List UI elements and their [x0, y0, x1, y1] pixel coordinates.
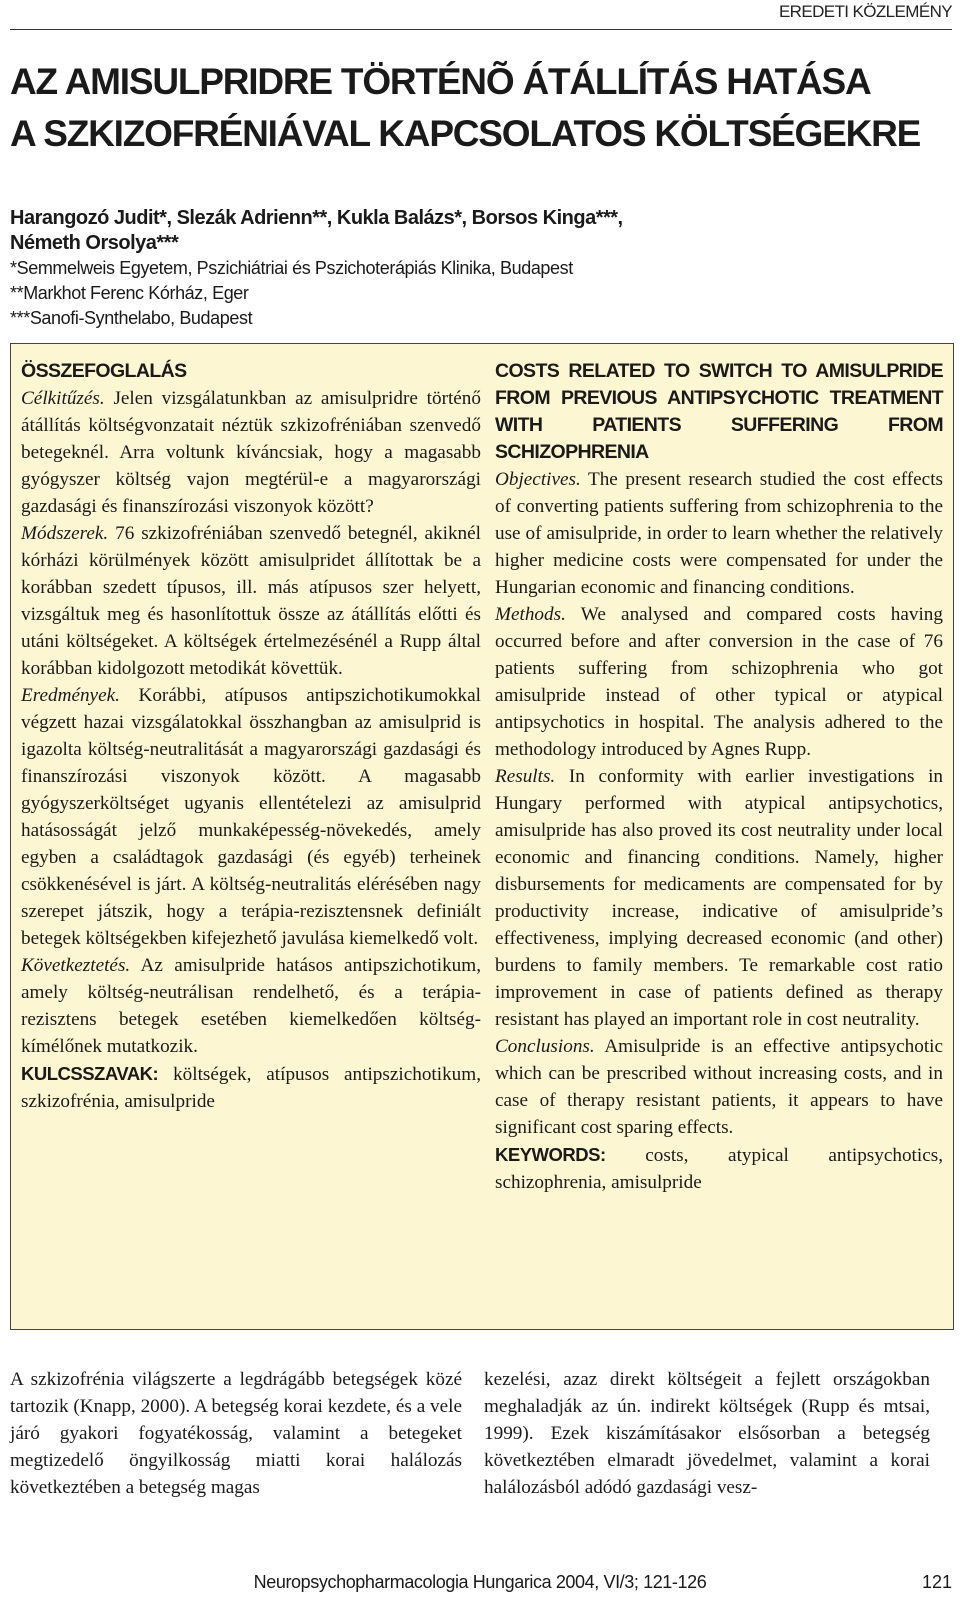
title-line-1: AZ AMISULPRIDRE TÖRTÉNÕ ÁTÁLLÍTÁS HATÁSA: [10, 61, 871, 102]
title-line-2: A SZKIZOFRÉNIÁVAL KAPCSOLATOS KÖLTSÉGEKRE: [10, 113, 921, 154]
keywords-text: costs, atypical antipsychotics, schizophrenia, amisulpride: [495, 1145, 943, 1193]
authors-line-2: Németh Orsolya***: [10, 232, 179, 254]
objectives-label: Célkitűzés.: [21, 388, 105, 409]
conclusions-text: Amisulpride is an effective antipsychotic which can be prescribed without increasing costs, and in case of therapy resistant patients, it appears to have significant cost sparing effects.: [495, 1036, 943, 1138]
abstract-en-methods: [495, 601, 943, 763]
running-head: EREDETI KÖZLEMÉNY: [778, 2, 952, 21]
abstract-hu-heading: ÖSSZEFOGLALÁS: [21, 360, 187, 382]
affiliation-1: *Semmelweis Egyetem, Pszichiátriai és Pszichoterápiás Klinika, Budapest: [10, 258, 573, 278]
abstract-hu-conclusions: [21, 952, 481, 1060]
body-text-right-column: kezelési, azaz direkt költségeit a fejlett országokban meghaladják az ún. indirekt költségek (Rupp és mtsai, 1999). Ezek kiszámításakor elsősorban a betegség következtében elmaradt jövedelmet, valamint a korai halálozásból adódó gazdasági vesz-: [484, 1369, 930, 1498]
abstract-box: [10, 343, 954, 1330]
footer-page-number: 121: [921, 1572, 952, 1592]
header-rule: [10, 29, 952, 30]
affiliation-3: ***Sanofi-Synthelabo, Budapest: [10, 308, 253, 328]
keywords-label: KEYWORDS:: [495, 1144, 606, 1165]
objectives-text: The present research studied the cost effects of converting patients suffering from schizophrenia to the use of amisulpride, in order to learn whether the relatively higher medicine costs were compensated for under the Hungarian economic and financing conditions.: [495, 469, 943, 598]
body-text-left-column: A szkizofrénia világszerte a legdrágább betegségek közé tartozik (Knapp, 2000). A betegség korai kezdete, és a vele járó gyakori fogyatékosság, valamint a betegeket megtizedelő öngyilkosság miatti korai halálozás következtében a betegség magas: [10, 1369, 462, 1498]
abstract-english: [495, 358, 943, 1196]
conclusions-label: Conclusions.: [495, 1036, 595, 1057]
conclusions-text: Az amisulpride hatásos antipszichotikum, amely költség-neutrálisan rendelhető, és a terápia-rezisztens betegek esetében kiemelkedően költség-kímélőnek mutatkozik.: [21, 955, 481, 1057]
abstract-hungarian: [21, 358, 481, 1115]
abstract-hu-objectives: [21, 385, 481, 520]
abstract-hu-methods: [21, 520, 481, 682]
abstract-en-conclusions: [495, 1033, 943, 1141]
methods-label: Methods.: [495, 604, 566, 625]
abstract-en-keywords: [495, 1141, 943, 1196]
results-label: Eredmények.: [21, 685, 120, 706]
objectives-text: Jelen vizsgálatunkban az amisulpridre történő átállítás költségvonzatait néztük szkizofréniában szenvedő betegeknél. Arra voltunk kíváncsiak, hogy a magasabb gyógyszer költség vajon megtérül-e a magyarországi gazdasági és finanszírozási viszonyok között?: [21, 388, 481, 517]
abstract-en-results: [495, 763, 943, 1033]
results-text: In conformity with earlier investigations in Hungary performed with atypical antipsychotics, amisulpride has also proved its cost neutrality under local economic and financing conditions. Namely, higher disbursements for medicaments are compensated for by productivity increase, indicative of amisulpride’s effectiveness, implying decreased economic (and other) burdens to family members. Te remarkable cost ratio improvement in case of patients defined as therapy resistant has played an important role in cost neutrality.: [495, 766, 943, 1030]
results-label: Results.: [495, 766, 556, 787]
article-title: [10, 56, 950, 160]
conclusions-label: Következtetés.: [21, 955, 131, 976]
abstract-en-heading: COSTS RELATED TO SWITCH TO AMISULPRIDE FROM PREVIOUS ANTIPSYCHOTIC TREATMENT WITH PATIENTS SUFFERING FROM SCHIZOPHRENIA: [495, 360, 943, 463]
abstract-hu-results: [21, 682, 481, 952]
affiliations: [10, 256, 930, 331]
methods-text: 76 szkizofréniában szenvedő betegnél, akiknél kórházi körülmények között amisulpridet állítottak be a korábban szedett típusos, ill. más atípusos szer helyett, vizsgáltuk meg és hasonlítottuk össze az átállítás előtti és utáni költségeket. A költségek értelmezésénél a Rupp által korábban kidolgozott metodikát követtük.: [21, 523, 481, 679]
methods-label: Módszerek.: [21, 523, 109, 544]
keywords-text: költségek, atípusos antipszichotikum, szkizofrénia, amisulpride: [21, 1064, 481, 1112]
keywords-label: KULCSSZAVAK:: [21, 1063, 159, 1084]
affiliation-2: **Markhot Ferenc Kórház, Eger: [10, 283, 249, 303]
results-text: Korábbi, atípusos antipszichotikumokkal végzett hazai vizsgálatokkal összhangban az amisulprid is igazolta költség-neutralitását a magyarországi gazdasági és finanszírozási viszonyok között. A magasabb gyógyszerköltséget ugyanis ellentételezi az amisulprid hatásosságát jelző munkaképesség-növekedés, amely egyben a családtagok gazdasági (és egyéb) terheinek csökkenésével is járt. A költség-neutralitás elérésében nagy szerepet játszik, hogy a terápia-rezisztensnek definiált betegek költségekben kifejezhető javulása kiemelkedő volt.: [21, 685, 481, 949]
methods-text: We analysed and compared costs having occurred before and after conversion in the case of 76 patients suffering from schizophrenia who got amisulpride instead of other typical or atypical antipsychotics in hospital. The analysis adhered to the methodology introduced by Agnes Rupp.: [495, 604, 943, 760]
abstract-en-objectives: [495, 466, 943, 601]
objectives-label: Objectives.: [495, 469, 581, 490]
abstract-hu-keywords: [21, 1060, 481, 1115]
authors-line-1: Harangozó Judit*, Slezák Adrienn**, Kukla Balázs*, Borsos Kinga***,: [10, 207, 623, 229]
footer-journal-citation: Neuropsychopharmacologia Hungarica 2004, VI/3; 121-126: [253, 1572, 707, 1592]
author-list: [10, 206, 930, 256]
